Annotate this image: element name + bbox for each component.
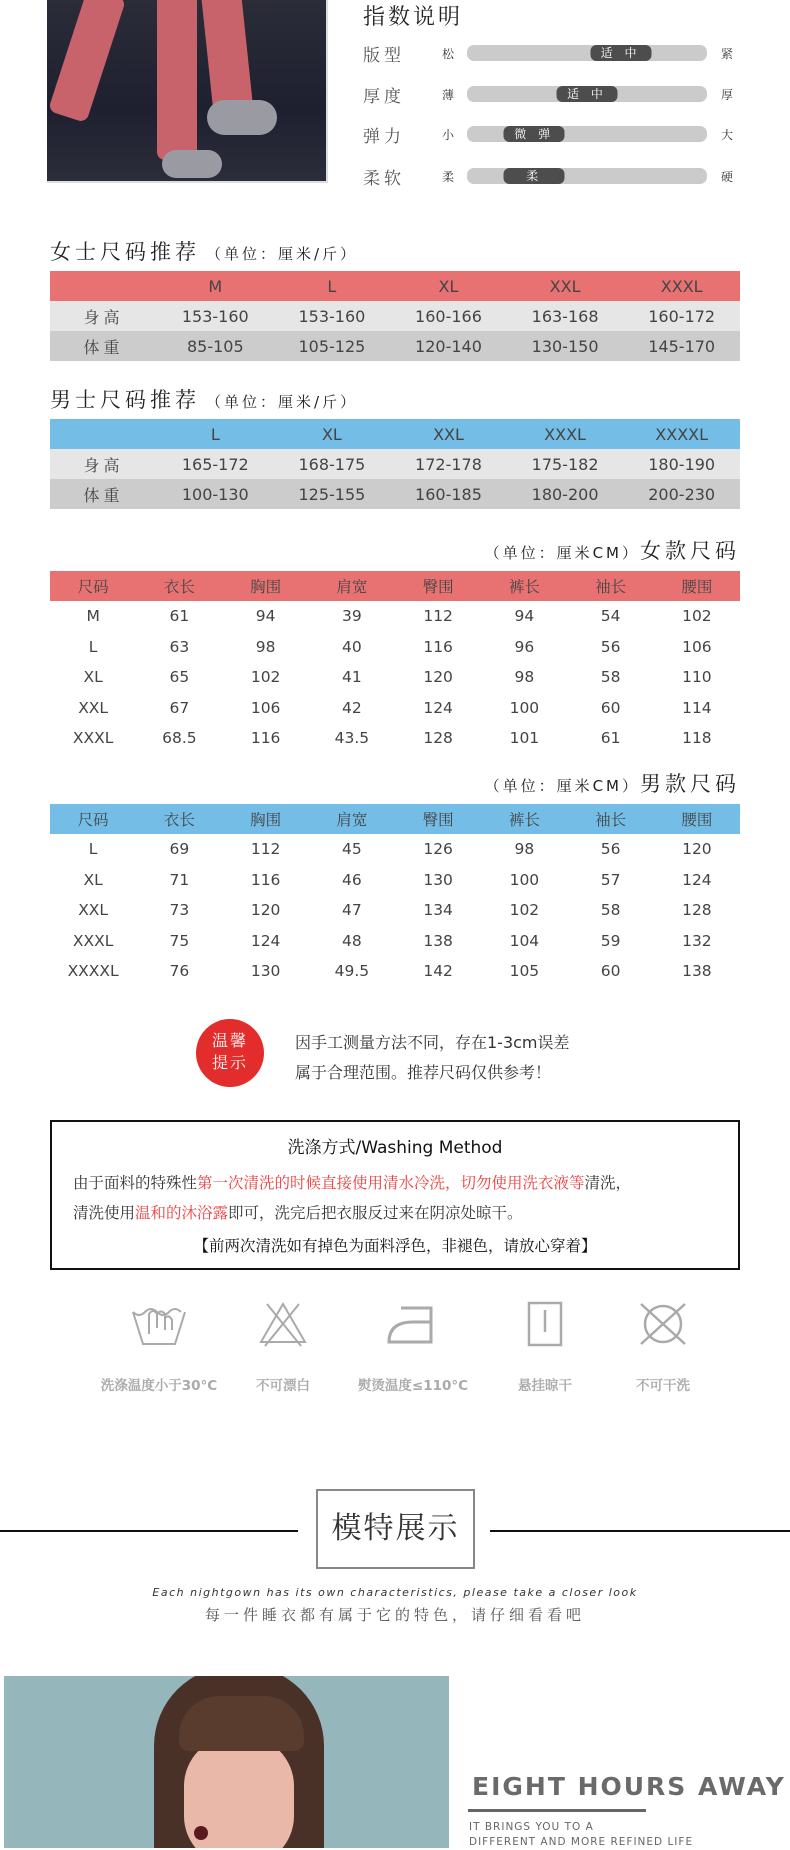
washing-note: 【前两次清洗如有掉色为面料浮色，非褪色，请放心穿着】: [193, 1237, 597, 1255]
table-cell: 172-178: [415, 454, 482, 474]
index-max-label: 紧: [721, 46, 734, 61]
model-showcase-title: 模特展示: [316, 1489, 475, 1569]
table-cell: XL: [83, 870, 103, 889]
index-label: 版型: [363, 45, 405, 66]
men-size-recommendation-table: [50, 419, 740, 509]
column-header: XXXXL: [655, 424, 709, 444]
table-cell: 58: [600, 668, 621, 687]
table-cell: 120: [250, 901, 281, 920]
table-cell: 69: [169, 840, 190, 859]
table-cell: 100-130: [181, 484, 249, 504]
table-header-row: [50, 271, 740, 301]
column-header: XXL: [549, 276, 581, 296]
table-cell: 110: [682, 668, 712, 687]
table-cell: 体重: [83, 485, 124, 505]
tip-badge-line1: 温馨: [211, 1031, 248, 1050]
men-size-chart-table: [50, 804, 740, 987]
column-header: L: [327, 276, 337, 296]
table-cell: 104: [509, 931, 540, 950]
table-cell: 身高: [83, 307, 124, 327]
table-cell: 身高: [83, 455, 124, 475]
table-cell: 142: [423, 962, 453, 981]
table-cell: 61: [169, 607, 190, 626]
table-cell: 120: [423, 668, 453, 687]
column-header: 袖长: [595, 578, 627, 596]
table-cell: 45: [342, 840, 362, 859]
wash-text: 即可，洗完后把衣服反过来在阴凉处晾干。: [228, 1204, 523, 1222]
table-cell: 130-150: [531, 336, 599, 356]
table-cell: 体重: [83, 337, 124, 357]
index-thumb: 柔: [504, 168, 565, 184]
men-size-title: [479, 768, 740, 798]
index-row: [363, 164, 743, 188]
care-item: [603, 1300, 723, 1394]
table-cell: 101: [509, 729, 540, 748]
table-cell: 112: [250, 840, 281, 859]
table-cell: 160-172: [648, 306, 716, 326]
table-cell: 75: [169, 931, 190, 950]
table-cell: 43.5: [334, 729, 370, 748]
table-cell: 61: [600, 729, 621, 748]
washing-method-box: [50, 1120, 740, 1270]
table-cell: 106: [682, 637, 712, 656]
hang-dry-icon: [515, 1300, 575, 1348]
tip-badge: [196, 1019, 264, 1087]
table-cell: 130: [250, 962, 281, 981]
table-cell: 65: [169, 668, 190, 687]
table-cell: 85-105: [186, 336, 244, 356]
table-header-row: [50, 419, 740, 449]
table-cell: 175-182: [531, 454, 599, 474]
index-bar: [467, 126, 707, 142]
index-row: [363, 122, 743, 146]
index-bar: [467, 45, 707, 61]
men-rec-unit: （单位：厘米/斤）: [206, 393, 359, 411]
wash-warning: 第一次清洗的时候直接使用清水冷洗，切勿使用洗衣液等: [197, 1174, 585, 1192]
table-cell: L: [88, 840, 98, 859]
table-cell: 48: [342, 931, 362, 950]
washing-instructions: [73, 1168, 717, 1228]
model-subtitle-en: Each nightgown has its own characteristics, please take a closer look: [152, 1586, 638, 1599]
table-cell: L: [88, 637, 98, 656]
tip-text: [295, 1028, 570, 1088]
table-cell: 60: [600, 962, 621, 981]
care-item: [353, 1300, 473, 1394]
table-cell: 160-166: [415, 306, 482, 326]
column-header: 袖长: [595, 811, 627, 829]
table-cell: 63: [169, 637, 190, 656]
table-cell: 112: [423, 607, 453, 626]
index-max-label: 厚: [721, 87, 734, 102]
table-cell: 41: [342, 668, 362, 687]
table-cell: 105: [509, 962, 540, 981]
table-row: [50, 895, 740, 926]
table-cell: 56: [600, 840, 621, 859]
index-bar: [467, 86, 707, 102]
index-row: [363, 82, 743, 106]
column-header: [50, 419, 157, 449]
men-size-unit: （单位：厘米CM）: [484, 777, 640, 795]
table-cell: 56: [600, 637, 621, 656]
table-row: [50, 331, 740, 361]
table-cell: 96: [514, 637, 535, 656]
men-size-heading: 男款尺码: [640, 772, 740, 796]
table-row: [50, 479, 740, 509]
column-header: 胸围: [250, 578, 282, 596]
care-label: 悬挂晾干: [518, 1378, 572, 1394]
table-cell: 98: [255, 637, 276, 656]
table-cell: 153-160: [298, 306, 366, 326]
column-header: [50, 271, 157, 301]
table-cell: 130: [423, 870, 453, 889]
table-cell: M: [86, 607, 100, 626]
table-cell: 39: [342, 607, 362, 626]
index-thumb: 适 中: [590, 45, 651, 61]
table-cell: 60: [600, 698, 621, 717]
care-item: [223, 1300, 343, 1394]
table-cell: XXXXL: [67, 962, 119, 981]
table-cell: 145-170: [648, 336, 716, 356]
women-size-heading: 女款尺码: [640, 539, 740, 563]
column-header: XXXL: [660, 276, 703, 296]
table-cell: 68.5: [162, 729, 197, 748]
women-rec-unit: （单位：厘米/斤）: [206, 245, 359, 263]
column-header: 胸围: [250, 811, 282, 829]
table-cell: 46: [342, 870, 362, 889]
table-row: [50, 865, 740, 896]
table-row: [50, 301, 740, 331]
table-cell: 180-190: [648, 454, 716, 474]
table-cell: 116: [250, 729, 281, 748]
column-header: 衣长: [163, 811, 195, 829]
tagline-line2: DIFFERENT AND MORE REFINED LIFE: [469, 1836, 694, 1848]
table-cell: 102: [250, 668, 281, 687]
model-photo: [4, 1676, 449, 1848]
table-cell: 118: [682, 729, 712, 748]
no-dry-clean-icon: [633, 1300, 693, 1348]
men-rec-heading: 男士尺码推荐: [50, 388, 200, 412]
table-row: [50, 449, 740, 479]
column-header: 裤长: [508, 578, 540, 596]
table-cell: 40: [342, 637, 362, 656]
table-cell: 126: [423, 840, 453, 859]
table-cell: 94: [255, 607, 276, 626]
table-cell: 138: [682, 962, 712, 981]
table-cell: 73: [169, 901, 190, 920]
table-cell: 180-200: [531, 484, 599, 504]
index-max-label: 大: [721, 127, 734, 142]
table-cell: 128: [423, 729, 453, 748]
table-cell: 153-160: [181, 306, 249, 326]
tip-line2: 属于合理范围。推荐尺码仅供参考！: [295, 1063, 552, 1082]
table-cell: 200-230: [648, 484, 716, 504]
table-cell: 54: [600, 607, 621, 626]
women-size-unit: （单位：厘米CM）: [484, 544, 640, 562]
index-thumb: 适 中: [557, 86, 618, 102]
table-cell: 42: [342, 698, 362, 717]
wash-text: 由于面料的特殊性: [73, 1174, 198, 1192]
model-subtitle-cn: 每一件睡衣都有属于它的特色，请仔细看看吧: [204, 1606, 585, 1624]
column-header: M: [208, 276, 223, 296]
table-cell: 102: [509, 901, 540, 920]
table-cell: XL: [83, 668, 103, 687]
column-header: 衣长: [163, 578, 195, 596]
table-row: [50, 662, 740, 693]
table-header-row: [50, 804, 740, 834]
table-cell: 120-140: [415, 336, 482, 356]
column-header: XL: [438, 276, 459, 296]
column-header: 尺码: [77, 578, 109, 596]
divider-right: [490, 1530, 790, 1532]
table-cell: 134: [423, 901, 453, 920]
table-cell: 124: [250, 931, 281, 950]
column-header: 臀围: [422, 578, 454, 596]
table-cell: 57: [600, 870, 621, 889]
women-rec-heading: 女士尺码推荐: [50, 240, 200, 264]
table-cell: 163-168: [531, 306, 599, 326]
table-cell: 67: [169, 698, 190, 717]
index-thumb: 微 弹: [504, 126, 565, 142]
care-label: 洗涤温度小于30°C: [100, 1378, 218, 1394]
table-cell: 120: [682, 840, 712, 859]
men-rec-title: [50, 384, 358, 414]
index-min-label: 薄: [442, 87, 455, 102]
table-cell: 47: [342, 901, 362, 920]
table-cell: XXL: [78, 698, 109, 717]
headline-underline: [468, 1809, 646, 1812]
table-cell: 165-172: [181, 454, 249, 474]
table-cell: 116: [423, 637, 453, 656]
care-label: 不可干洗: [636, 1378, 690, 1394]
table-cell: 100: [509, 870, 540, 889]
table-cell: 116: [250, 870, 281, 889]
table-cell: 102: [682, 607, 712, 626]
headline: EIGHT HOURS AWAY: [472, 1772, 786, 1801]
index-label: 柔软: [363, 168, 405, 189]
index-row: [363, 41, 743, 65]
table-cell: XXXL: [72, 931, 114, 950]
tagline: [469, 1820, 693, 1850]
tip-badge-line2: 提示: [211, 1053, 248, 1072]
table-cell: 125-155: [298, 484, 366, 504]
table-cell: 100: [509, 698, 540, 717]
column-header: 尺码: [77, 811, 109, 829]
table-cell: 124: [423, 698, 453, 717]
care-item: [99, 1300, 219, 1394]
index-min-label: 松: [442, 46, 455, 61]
column-header: XXL: [433, 424, 464, 444]
table-cell: 105-125: [298, 336, 366, 356]
table-header-row: [50, 571, 740, 601]
table-cell: 128: [682, 901, 712, 920]
table-cell: XXXL: [72, 729, 114, 748]
product-photo-pajama-legs: [47, 0, 328, 183]
table-row: [50, 693, 740, 724]
table-cell: 49.5: [334, 962, 370, 981]
table-cell: 58: [600, 901, 621, 920]
table-cell: 132: [682, 931, 712, 950]
tagline-line1: IT BRINGS YOU TO A: [469, 1821, 594, 1833]
divider-left: [0, 1530, 298, 1532]
table-cell: 94: [514, 607, 535, 626]
table-cell: 59: [600, 931, 621, 950]
index-title: 指数说明: [363, 5, 464, 30]
table-row: [50, 956, 740, 987]
women-size-title: [479, 535, 740, 565]
wash-text: 清洗，: [584, 1174, 632, 1192]
index-label: 厚度: [363, 86, 405, 107]
table-cell: 71: [169, 870, 190, 889]
column-header: L: [210, 424, 220, 444]
no-bleach-icon: [253, 1300, 313, 1348]
table-cell: 160-185: [415, 484, 482, 504]
column-header: 肩宽: [336, 578, 368, 596]
hand-wash-icon: [129, 1300, 189, 1348]
table-row: [50, 926, 740, 957]
column-header: 腰围: [681, 811, 713, 829]
table-cell: 98: [514, 668, 535, 687]
washing-title: 洗涤方式/Washing Method: [287, 1138, 503, 1158]
tip-line1: 因手工测量方法不同，存在1-3cm误差: [295, 1033, 570, 1052]
care-label: 熨烫温度≤110°C: [357, 1378, 469, 1394]
table-cell: XXL: [78, 901, 109, 920]
table-cell: 168-175: [298, 454, 366, 474]
women-size-recommendation-table: [50, 271, 740, 361]
index-min-label: 柔: [442, 169, 455, 184]
table-row: [50, 834, 740, 865]
column-header: 腰围: [681, 578, 713, 596]
column-header: XXXL: [544, 424, 586, 444]
table-row: [50, 601, 740, 632]
women-rec-title: [50, 236, 358, 266]
table-cell: 114: [682, 698, 712, 717]
wash-highlight: 温和的沐浴露: [135, 1204, 229, 1222]
index-max-label: 硬: [721, 169, 734, 184]
table-cell: 106: [250, 698, 281, 717]
care-item: [485, 1300, 605, 1394]
index-label: 弹力: [363, 126, 405, 147]
column-header: 臀围: [422, 811, 454, 829]
table-cell: 98: [514, 840, 535, 859]
column-header: 肩宽: [336, 811, 368, 829]
table-cell: 76: [169, 962, 190, 981]
women-size-chart-table: [50, 571, 740, 754]
table-cell: 138: [423, 931, 453, 950]
column-header: XL: [321, 424, 342, 444]
table-row: [50, 723, 740, 754]
column-header: 裤长: [508, 811, 540, 829]
table-row: [50, 632, 740, 663]
wash-text: 清洗使用: [73, 1204, 136, 1222]
table-cell: 124: [682, 870, 712, 889]
iron-icon: [383, 1300, 443, 1348]
care-label: 不可漂白: [256, 1378, 310, 1394]
index-min-label: 小: [442, 127, 455, 142]
index-bar: [467, 168, 707, 184]
